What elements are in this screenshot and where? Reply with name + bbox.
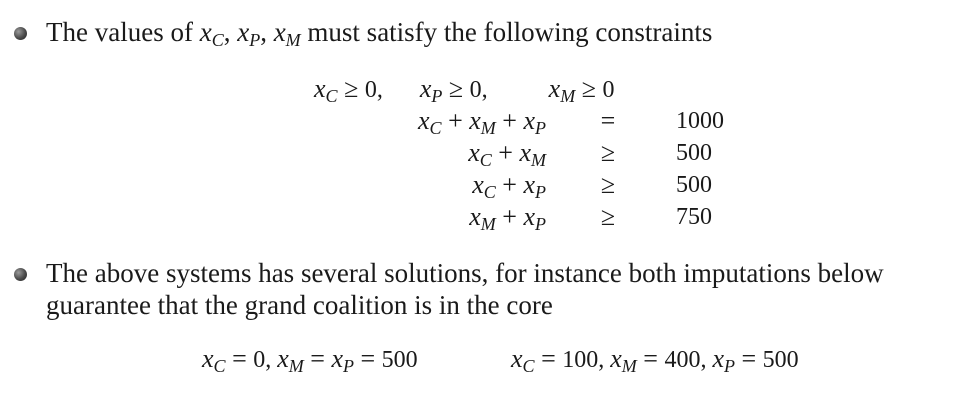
sol1-var: x: [202, 344, 214, 373]
constraint-row-2: [0, 137, 958, 169]
sep: ,: [223, 17, 238, 47]
sol2-val: 500: [762, 347, 799, 373]
nonneg-m-val: 0: [602, 77, 615, 103]
nonneg-m-sub: M: [560, 86, 576, 106]
constraint-row-1-rhs: 1000: [676, 108, 724, 134]
nonneg-p-rel: ≥: [442, 74, 470, 103]
var-xp: x: [237, 17, 250, 47]
constraint-row-1: [0, 105, 958, 137]
plus: +: [491, 138, 520, 167]
sol1-val: 0,: [253, 347, 278, 373]
nonneg-p: [419, 74, 488, 106]
sol2-var: x: [610, 344, 622, 373]
term: x: [523, 170, 535, 199]
term-sub: C: [429, 118, 442, 138]
sol2-rel: =: [735, 344, 763, 373]
constraint-row-1-op: =: [600, 106, 616, 135]
term-sub: C: [479, 150, 492, 170]
nonneg-c-var: x: [314, 74, 326, 103]
nonneg-constraints: [314, 74, 615, 107]
sol2-val: 400,: [664, 347, 713, 373]
bullet-2-text: [46, 257, 884, 321]
bullet-dot-icon: [14, 27, 27, 40]
sol1-sub: P: [343, 356, 354, 376]
sol2-rel: =: [636, 344, 665, 373]
nonneg-m-var: x: [548, 74, 561, 103]
constraint-row-2-rhs: 500: [676, 140, 712, 166]
bullet-1-text: [46, 16, 712, 56]
sol2-val: 100,: [562, 347, 611, 373]
plus: +: [495, 106, 524, 135]
solution-2: [511, 344, 799, 377]
var-xm-sub: M: [285, 30, 301, 50]
term-sub: M: [531, 150, 546, 170]
sol1-rel: =: [303, 344, 332, 373]
sol2-var: x: [712, 344, 724, 373]
sol1-sub: C: [213, 356, 226, 376]
term: x: [472, 170, 484, 199]
plus: +: [495, 170, 524, 199]
sol2-var: x: [511, 344, 523, 373]
term: x: [418, 106, 430, 135]
plus: +: [441, 106, 470, 135]
sol1-val: 500: [381, 347, 418, 373]
nonneg-p-val: 0,: [469, 77, 488, 103]
term-sub: P: [535, 118, 546, 138]
term-sub: M: [480, 118, 496, 138]
var-xc: x: [199, 17, 212, 47]
nonneg-c-sub: C: [325, 86, 338, 106]
sol1-sub: M: [288, 356, 304, 376]
term: x: [468, 138, 480, 167]
term: x: [469, 202, 481, 231]
term: x: [469, 106, 481, 135]
bullet-2-line-1: The above systems has several solutions, for instance both imputations below: [46, 258, 884, 288]
plus: +: [495, 202, 524, 231]
nonneg-m: [548, 74, 615, 106]
constraint-row-4: [0, 201, 958, 233]
bullet-2-line-2: guarantee that the grand coalition is in the core: [46, 290, 553, 320]
sol1-rel: =: [225, 344, 254, 373]
solution-1: [202, 344, 418, 377]
term: x: [523, 202, 535, 231]
sol1-var: x: [331, 344, 343, 373]
term-sub: M: [480, 214, 496, 234]
constraint-row-4-lhs: [469, 201, 546, 240]
var-xc-sub: C: [211, 30, 224, 50]
bullet-1-lead: The values of: [46, 17, 200, 47]
nonneg-m-rel: ≥: [575, 74, 603, 103]
constraint-row-3: [0, 169, 958, 201]
constraint-row-2-op: ≥: [600, 138, 616, 167]
bullet-1-tail: must satisfy the following constraints: [300, 17, 713, 47]
sol2-sub: P: [724, 356, 735, 376]
term-sub: P: [535, 182, 546, 202]
term-sub: C: [483, 182, 496, 202]
constraint-row-4-rhs: 750: [676, 204, 712, 230]
nonneg-c-rel: ≥: [337, 74, 365, 103]
bullet-dot-icon: [14, 268, 27, 281]
sol1-var: x: [277, 344, 289, 373]
sol1-rel: =: [354, 344, 382, 373]
constraint-row-3-op: ≥: [600, 170, 616, 199]
term-sub: P: [535, 214, 546, 234]
term: x: [523, 106, 535, 135]
sol2-rel: =: [534, 344, 563, 373]
sol2-sub: C: [522, 356, 535, 376]
var-xp-sub: P: [249, 30, 261, 50]
bullet-1: [14, 16, 712, 56]
term: x: [519, 138, 531, 167]
nonneg-c-val: 0,: [364, 77, 383, 103]
var-xm: x: [273, 17, 286, 47]
sep: ,: [260, 17, 274, 47]
constraint-row-3-rhs: 500: [676, 172, 712, 198]
nonneg-p-sub: P: [431, 86, 443, 106]
nonneg-c: [314, 74, 383, 106]
sol2-sub: M: [621, 356, 637, 376]
constraint-row-4-op: ≥: [600, 202, 616, 231]
bullet-2: [14, 257, 884, 321]
nonneg-p-var: x: [419, 74, 432, 103]
